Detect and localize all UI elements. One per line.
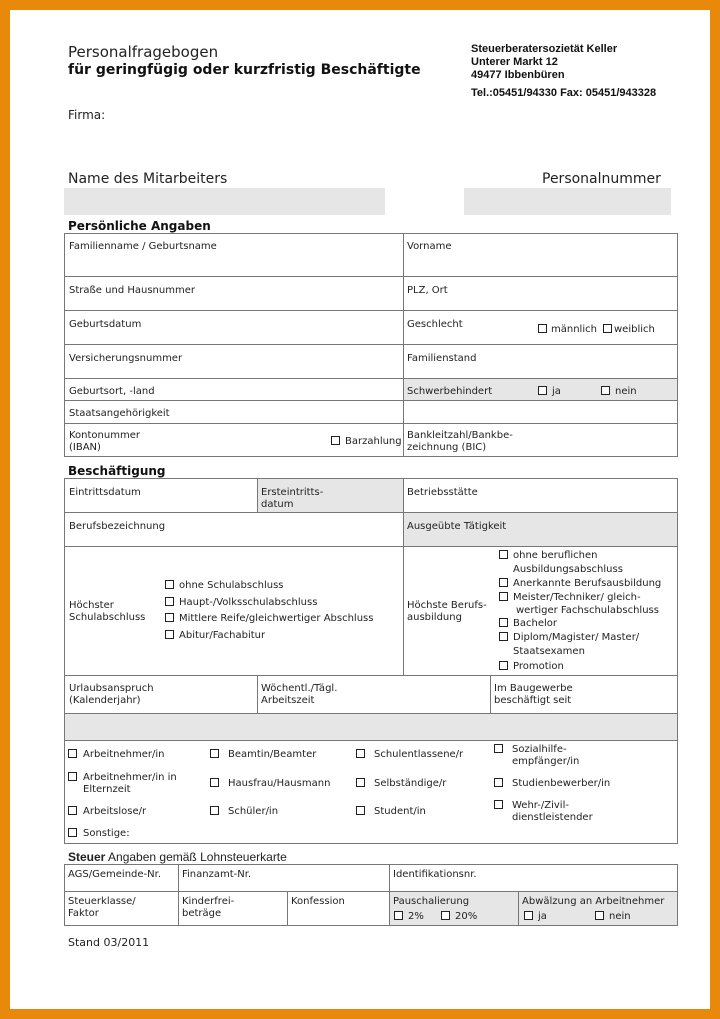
familienname-label: Familienname / Geburtsname [69, 241, 217, 252]
berufsausbildung-label-2: ausbildung [407, 612, 462, 623]
status-checkbox[interactable] [68, 828, 77, 837]
personnel-number-label: Personalnummer [542, 171, 661, 187]
schulabschluss-label: Höchster [69, 600, 114, 611]
maennlich-checkbox[interactable] [538, 324, 547, 333]
status-checkbox[interactable] [356, 806, 365, 815]
company-name: Steuerberatersozietät Keller [471, 43, 618, 55]
kinderfreibetraege-label-2: beträge [182, 908, 222, 919]
abwaelzung-nein-checkbox[interactable] [595, 911, 604, 920]
status-checkbox[interactable] [210, 778, 219, 787]
grid-line [518, 891, 519, 926]
training-option-label: Promotion [513, 661, 564, 672]
grid-line [64, 740, 678, 741]
status-checkbox[interactable] [494, 778, 503, 787]
grid-line [64, 378, 678, 379]
grid-line [677, 478, 678, 844]
employee-name-label: Name des Mitarbeiters [68, 171, 228, 187]
grid-line [64, 233, 65, 457]
identifikation-label: Identifikationsnr. [393, 869, 477, 880]
form-subtitle: für geringfügig oder kurzfristig Beschäftigte [68, 62, 421, 78]
training-option-label-2: Ausbildungsabschluss [513, 564, 623, 575]
grid-line [287, 891, 288, 926]
pauschal-2-checkbox[interactable] [394, 911, 403, 920]
geburtsort-label: Geburtsort, -land [69, 386, 155, 397]
training-option-label: ohne beruflichen [513, 550, 598, 561]
schwerbehindert-ja-checkbox[interactable] [538, 386, 547, 395]
eintrittsdatum-label: Eintrittsdatum [69, 487, 141, 498]
status-studienbewerber-label: Studienbewerber/in [512, 778, 611, 789]
pauschalierung-label: Pauschalierung [393, 896, 470, 907]
grid-line [64, 400, 678, 401]
familienstand-label: Familienstand [407, 353, 477, 364]
status-checkbox[interactable] [210, 806, 219, 815]
geburtsdatum-label: Geburtsdatum [69, 319, 142, 330]
grid-line [64, 456, 678, 457]
training-option-checkbox[interactable] [499, 618, 508, 627]
school-option-checkbox[interactable] [165, 613, 174, 622]
weiblich-checkbox[interactable] [603, 324, 612, 333]
ersteintritt-label: Ersteintritts- [261, 487, 324, 498]
kontonummer-label: Kontonummer [69, 430, 140, 441]
grid-line [64, 276, 678, 277]
training-option-checkbox[interactable] [499, 661, 508, 670]
weiblich-label: weiblich [614, 324, 655, 335]
section-personal-heading: Persönliche Angaben [68, 219, 211, 233]
grid-line [64, 675, 678, 676]
status-schulentlassene-label: Schulentlassene/r [374, 749, 464, 760]
status-elternzeit-label-2: Elternzeit [83, 784, 131, 795]
status-checkbox[interactable] [210, 749, 219, 758]
grid-line [64, 864, 65, 926]
status-selbstaendige-label: Selbständige/r [374, 778, 447, 789]
section-employment-heading: Beschäftigung [68, 464, 166, 478]
bic-label: zeichnung (BIC) [407, 442, 487, 453]
abwaelzung-ja-checkbox[interactable] [524, 911, 533, 920]
status-checkbox[interactable] [356, 778, 365, 787]
school-option-checkbox[interactable] [165, 580, 174, 589]
berufsbezeichnung-label: Berufsbezeichnung [69, 521, 166, 532]
kinderfreibetraege-label: Kinderfrei- [182, 896, 235, 907]
baugewerbe-label-2: beschäftigt seit [494, 695, 572, 706]
training-option-checkbox[interactable] [499, 550, 508, 559]
grid-line [64, 423, 678, 424]
training-option-checkbox[interactable] [499, 592, 508, 601]
barzahlung-label: Barzahlung [345, 436, 402, 447]
finanzamt-label: Finanzamt-Nr. [182, 869, 252, 880]
stand-label: Stand 03/2011 [68, 936, 150, 949]
status-checkbox[interactable] [494, 800, 503, 809]
strasse-label: Straße und Hausnummer [69, 285, 195, 296]
schulabschluss-label-2: Schulabschluss [69, 612, 146, 623]
status-checkbox[interactable] [68, 772, 77, 781]
grid-line [64, 891, 678, 892]
grid-line [64, 478, 678, 479]
school-option-label: Abitur/Fachabitur [179, 630, 266, 641]
employee-name-field[interactable] [64, 188, 385, 215]
arbeitszeit-label: Wöchentl./Tägl. [261, 683, 338, 694]
schwerbehindert-nein-checkbox[interactable] [601, 386, 610, 395]
training-option-checkbox[interactable] [499, 578, 508, 587]
plz-label: PLZ, Ort [407, 285, 448, 296]
status-sozialhilfe-label-2: empfänger/in [512, 756, 580, 767]
section-tax-heading [68, 850, 287, 864]
grid-line [677, 233, 678, 457]
grid-line [64, 843, 678, 844]
training-option-label: Meister/Techniker/ gleich- [513, 592, 641, 603]
vorname-label: Vorname [407, 241, 452, 252]
betriebsstaette-label: Betriebsstätte [407, 487, 478, 498]
grid-line [389, 864, 390, 926]
barzahlung-checkbox[interactable] [331, 436, 340, 445]
personnel-number-field[interactable] [464, 188, 671, 215]
faktor-label: Faktor [68, 908, 99, 919]
training-option-label: Anerkannte Berufsausbildung [513, 578, 662, 589]
grid-line [64, 233, 678, 234]
status-checkbox[interactable] [494, 744, 503, 753]
grid-line [64, 344, 678, 345]
pauschal-2-label: 2% [408, 911, 424, 922]
status-arbeitslos-label: Arbeitslose/r [83, 806, 147, 817]
schwerbehindert-nein-label: nein [615, 386, 637, 397]
versicherungsnummer-label: Versicherungsnummer [69, 353, 183, 364]
urlaub-label-2: (Kalenderjahr) [69, 695, 141, 706]
geschlecht-label: Geschlecht [407, 319, 463, 330]
grid-line [677, 864, 678, 926]
training-option-label-2: wertiger Fachschulabschluss [516, 605, 659, 616]
status-student-label: Student/in [374, 806, 426, 817]
status-schueler-label: Schüler/in [228, 806, 279, 817]
iban-label: (IBAN) [69, 442, 101, 453]
abwaelzung-nein-label: nein [609, 911, 631, 922]
grid-line [403, 478, 404, 675]
status-checkbox[interactable] [68, 749, 77, 758]
grid-line [403, 233, 404, 457]
maennlich-label: männlich [551, 324, 597, 335]
company-city: 49477 Ibbenbüren [471, 69, 565, 81]
staatsangehoerigkeit-label: Staatsangehörigkeit [69, 408, 170, 419]
abwaelzung-ja-label: ja [538, 911, 547, 922]
grid-line [64, 864, 678, 865]
grid-line [64, 925, 678, 926]
blz-label: Bankleitzahl/Bankbe- [407, 430, 513, 441]
school-option-checkbox[interactable] [165, 597, 174, 606]
school-option-label: Mittlere Reife/gleichwertiger Abschluss [179, 613, 374, 624]
pauschal-20-checkbox[interactable] [441, 911, 450, 920]
status-checkbox[interactable] [68, 806, 77, 815]
status-wehr-label: Wehr-/Zivil- [512, 800, 569, 811]
grid-line [64, 713, 678, 714]
arbeitszeit-shade [65, 713, 677, 740]
urlaub-label: Urlaubsanspruch [69, 683, 154, 694]
ags-label: AGS/Gemeinde-Nr. [68, 869, 162, 880]
grid-line [64, 546, 678, 547]
status-beamtin-label: Beamtin/Beamter [228, 749, 317, 760]
grid-line [257, 675, 258, 713]
steuerklasse-label: Steuerklasse/ [68, 896, 136, 907]
status-sozialhilfe-label: Sozialhilfe- [512, 744, 567, 755]
form-title: Personalfragebogen [68, 43, 219, 61]
status-wehr-label-2: dienstleistender [512, 812, 593, 823]
status-sonstige-label: Sonstige: [83, 828, 130, 839]
grid-line [64, 310, 678, 311]
firma-label: Firma: [68, 108, 106, 122]
grid-line [178, 864, 179, 926]
status-arbeitnehmer-label: Arbeitnehmer/in [83, 749, 165, 760]
schwerbehindert-label: Schwerbehindert [407, 386, 493, 397]
school-option-checkbox[interactable] [165, 630, 174, 639]
abwaelzung-label: Abwälzung an Arbeitnehmer [522, 896, 665, 907]
pauschal-20-label: 20% [455, 911, 478, 922]
tax-heading-rest: Angaben gemäß Lohnsteuerkarte [105, 850, 287, 864]
training-option-label-2: Staatsexamen [513, 646, 585, 657]
status-checkbox[interactable] [356, 749, 365, 758]
status-hausfrau-label: Hausfrau/Hausmann [228, 778, 331, 789]
training-option-checkbox[interactable] [499, 632, 508, 641]
arbeitszeit-label-2: Arbeitszeit [261, 695, 315, 706]
tax-heading-bold: Steuer [68, 850, 106, 864]
company-street: Unterer Markt 12 [471, 56, 558, 68]
training-option-label: Diplom/Magister/ Master/ [513, 632, 640, 643]
konfession-label: Konfession [291, 896, 345, 907]
status-elternzeit-label: Arbeitnehmer/in in [83, 772, 177, 783]
school-option-label: Haupt-/Volksschulabschluss [179, 597, 318, 608]
grid-line [490, 675, 491, 713]
training-option-label: Bachelor [513, 618, 557, 629]
grid-line [64, 512, 678, 513]
schwerbehindert-ja-label: ja [552, 386, 561, 397]
berufsausbildung-label: Höchste Berufs- [407, 600, 487, 611]
ersteintritt-datum-label: datum [261, 499, 294, 510]
grid-line [64, 478, 65, 844]
ausgeuebte-taetigkeit-label: Ausgeübte Tätigkeit [407, 521, 507, 532]
school-option-label: ohne Schulabschluss [179, 580, 284, 591]
company-contact: Tel.:05451/94330 Fax: 05451/943328 [471, 87, 657, 99]
grid-line [257, 478, 258, 512]
baugewerbe-label: Im Baugewerbe [494, 683, 573, 694]
